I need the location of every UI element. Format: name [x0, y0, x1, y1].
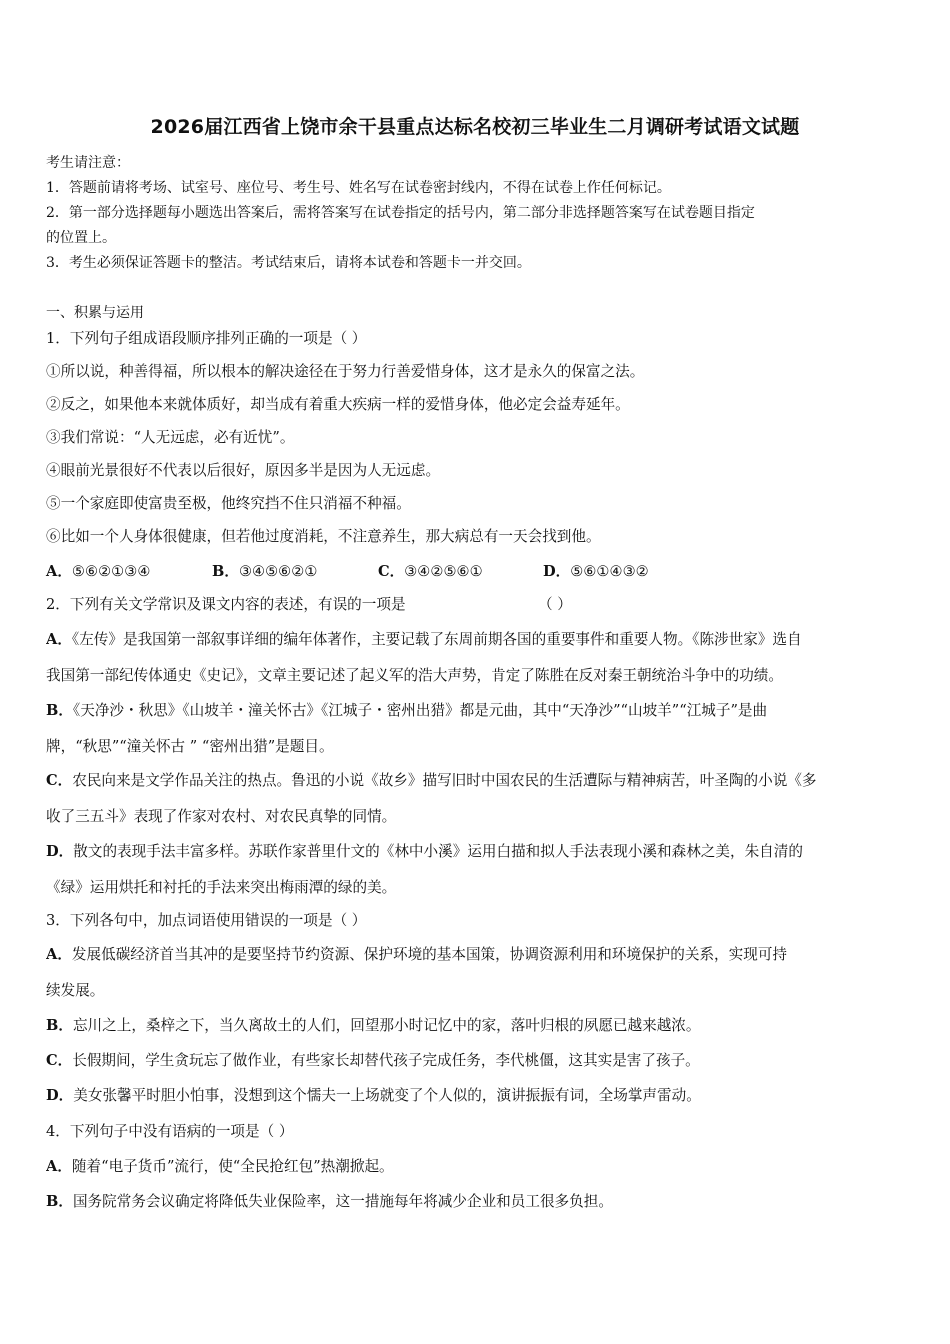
- option-text: 《左传》是我国第一部叙事详细的编年体著作，主要记载了东周前期各国的重要事件和重要人物。《陈涉世家》选自: [71, 631, 802, 648]
- question-2-answer-paren: （ ）: [538, 596, 572, 613]
- option-text: ⑤⑥②①③④: [71, 563, 151, 580]
- question-3-stem: 3．下列各句中，加点词语使用错误的一项是（ ）: [46, 912, 367, 929]
- question-1-option-c: [378, 560, 483, 581]
- option-text: 《天净沙・秋思》《山坡羊・潼关怀古》《江城子・密州出猎》都是元曲，其中“天净沙”“山坡羊”“江城子”是曲: [72, 702, 768, 719]
- question-3-line: [46, 943, 906, 964]
- question-1-sentence: ④眼前光景很好不代表以后很好，原因多半是因为人无远虑。: [46, 462, 441, 479]
- option-label: B．: [212, 563, 239, 580]
- option-text: 国务院常务会议确定将降低失业保险率，这一措施每年将减少企业和员工很多负担。: [72, 1193, 613, 1210]
- option-label: B．: [46, 1193, 73, 1210]
- question-2-line: [46, 735, 906, 756]
- question-4-stem: 4．下列句子中没有语病的一项是（ ）: [46, 1123, 294, 1140]
- option-text: 散文的表现手法丰富多样。苏联作家普里什文的《林中小溪》运用白描和拟人手法表现小溪和森林之美，朱自清的: [73, 843, 803, 860]
- question-1-sentence: ③我们常说：“人无远虑，必有近忧”。: [46, 429, 295, 446]
- option-label: C．: [46, 1052, 73, 1069]
- option-text: 我国第一部纪传体通史《史记》，文章主要记述了起义军的浩大声势，肯定了陈胜在反对秦王朝统治斗争中的功绩。: [46, 667, 783, 684]
- option-label: A．: [46, 563, 72, 580]
- question-3-line: [46, 1049, 906, 1070]
- option-label: C．: [378, 563, 405, 580]
- question-2-line: [46, 805, 906, 826]
- question-3-line: [46, 1014, 906, 1035]
- question-2-stem: 2．下列有关文学常识及课文内容的表述，有误的一项是: [46, 596, 406, 613]
- option-text: 牌，“秋思”“潼关怀古 ” “密州出猎”是题目。: [46, 738, 334, 755]
- option-text: ⑤⑥①④③②: [570, 563, 649, 580]
- option-label: A．: [46, 946, 72, 963]
- notice-item: 3．考生必须保证答题卡的整洁。考试结束后，请将本试卷和答题卡一并交回。: [46, 255, 531, 271]
- option-text: ③④②⑤⑥①: [404, 563, 483, 580]
- option-text: 长假期间，学生贪玩忘了做作业，有些家长却替代孩子完成任务，李代桃僵，这其实是害了孩子。: [72, 1052, 700, 1069]
- option-label: C．: [46, 772, 73, 789]
- question-4-line: [46, 1155, 906, 1176]
- question-1-sentence: ⑥比如一个人身体很健康，但若他过度消耗，不注意养生，那大病总有一天会找到他。: [46, 528, 601, 545]
- question-1-option-b: [212, 560, 317, 581]
- option-label: D．: [46, 843, 74, 860]
- question-2-line: [46, 664, 906, 685]
- question-3-line: [46, 979, 906, 1000]
- notice-heading: 考生请注意：: [46, 155, 130, 171]
- option-label: A．: [46, 631, 72, 648]
- option-label: B．: [46, 702, 73, 719]
- question-1-sentence: ⑤一个家庭即使富贵至极，他终究挡不住只消福不种福。: [46, 495, 411, 512]
- question-2-line: [46, 840, 906, 861]
- question-1-option-d: [543, 560, 649, 581]
- notice-item: 1．答题前请将考场、试室号、座位号、考生号、姓名写在试卷密封线内，不得在试卷上作任何标记。: [46, 180, 671, 196]
- question-2-line: [46, 769, 906, 790]
- question-1-sentence: ①所以说，种善得福，所以根本的解决途径在于努力行善爱惜身体，这才是永久的保富之法。: [46, 363, 645, 380]
- question-1-stem: 1．下列句子组成语段顺序排列正确的一项是（ ）: [46, 330, 367, 347]
- notice-item: 2．第一部分选择题每小题选出答案后，需将答案写在试卷指定的括号内，第二部分非选择题答案写在试卷题目指定: [46, 205, 755, 221]
- option-text: 收了三五斗》表现了作家对农村、对农民真挚的同情。: [46, 808, 397, 825]
- option-text: 忘川之上，桑梓之下，当久离故土的人们，回望那小时记忆中的家，落叶归根的夙愿已越来越浓。: [72, 1017, 701, 1034]
- option-text: 续发展。: [46, 982, 105, 999]
- option-label: B．: [46, 1017, 73, 1034]
- option-label: A．: [46, 1158, 72, 1175]
- option-text: 随着“电子货币”流行，使“全民抢红包”热潮掀起。: [71, 1158, 394, 1175]
- section-heading: 一、积累与运用: [46, 305, 144, 321]
- question-2-line: [46, 628, 906, 649]
- option-text: 《绿》运用烘托和衬托的手法来突出梅雨潭的绿的美。: [46, 879, 397, 896]
- option-text: ③④⑤⑥②①: [238, 563, 318, 580]
- question-1-sentence: ②反之，如果他本来就体质好，却当成有着重大疾病一样的爱惜身体，他必定会益寿延年。: [46, 396, 630, 413]
- option-text: 美女张馨平时胆小怕事，没想到这个懦夫一上场就变了个人似的，演讲振振有词，全场掌声雷动。: [73, 1087, 701, 1104]
- option-label: D．: [46, 1087, 74, 1104]
- page-title: 2026届江西省上饶市余干县重点达标名校初三毕业生二月调研考试语文试题: [150, 116, 800, 138]
- notice-item: 的位置上。: [46, 230, 116, 246]
- question-3-line: [46, 1084, 906, 1105]
- option-text: 发展低碳经济首当其冲的是要坚持节约资源、保护环境的基本国策，协调资源利用和环境保护的关系，实现可持: [71, 946, 788, 963]
- question-2-line: [46, 876, 906, 897]
- question-2-line: [46, 699, 906, 720]
- option-label: D．: [543, 563, 571, 580]
- option-text: 农民向来是文学作品关注的热点。鲁迅的小说《故乡》描写旧时中国农民的生活遭际与精神病苦，叶圣陶的小说《多: [72, 772, 817, 789]
- question-4-line: [46, 1190, 906, 1211]
- question-1-option-a: [46, 560, 150, 581]
